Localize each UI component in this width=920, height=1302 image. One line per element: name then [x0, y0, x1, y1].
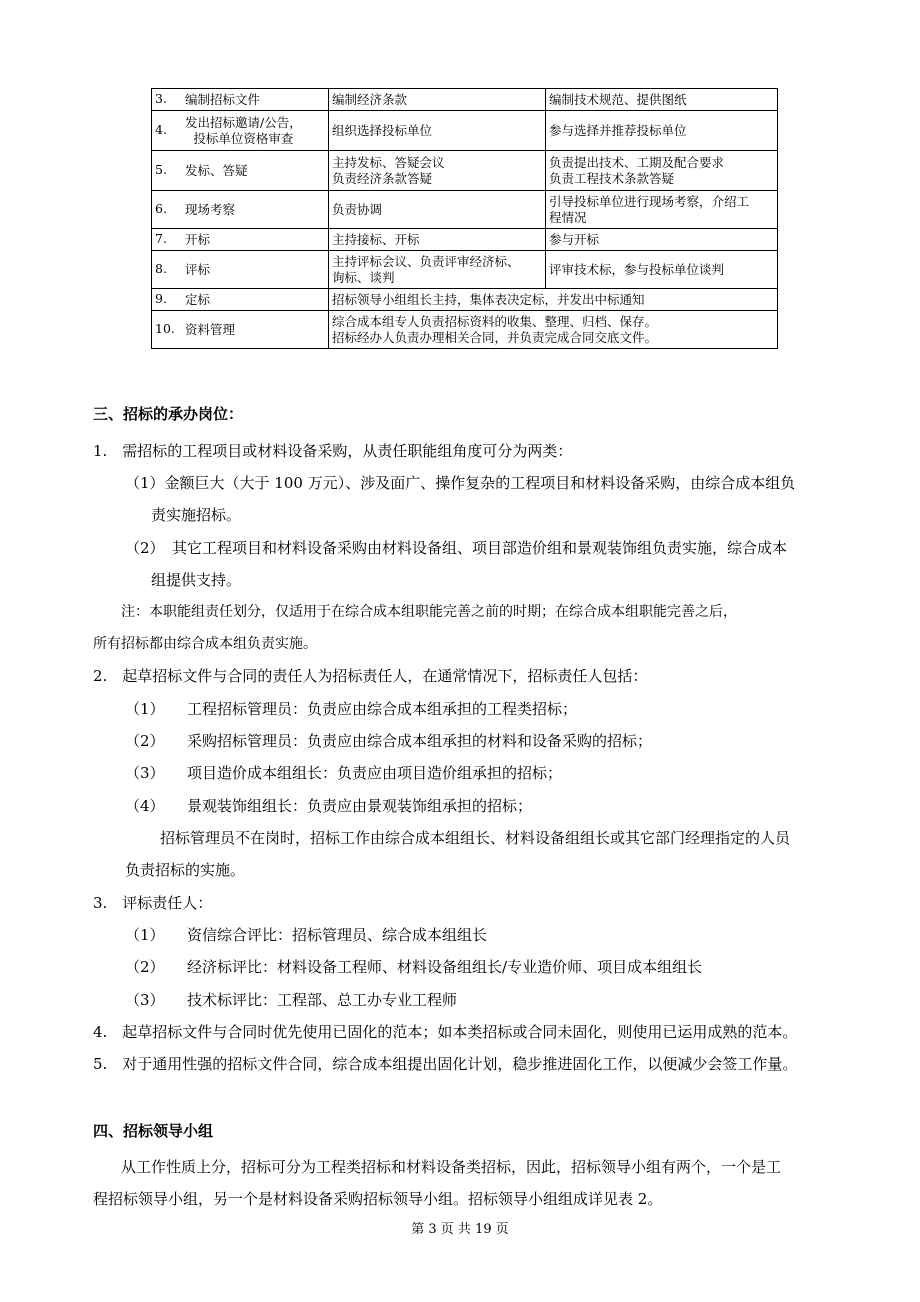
step-label	[185, 232, 210, 248]
step-label-line: 定标	[185, 291, 211, 307]
merged-cell	[329, 311, 778, 349]
item-3: 3. 评标责任人：	[93, 894, 213, 912]
step-number: 10.	[155, 321, 175, 337]
tech-cell-line: 负责提出技术、工期及配合要求	[549, 154, 725, 170]
tech-cell	[546, 89, 778, 111]
table-row	[152, 89, 778, 111]
table-row	[152, 251, 778, 289]
merged-cell-line: 招标经办人负责办理相关合同，并负责完成合同交底文件。	[332, 329, 658, 345]
item-2-2: （2） 采购招标管理员：负责应由综合成本组承担的材料和设备采购的招标；	[125, 732, 653, 750]
step-label-line: 现场考察	[185, 201, 236, 217]
econ-cell	[329, 151, 546, 191]
section4-heading: 四、招标领导小组	[93, 1122, 214, 1140]
item-4: 4. 起草招标文件与合同时优先使用已固化的范本；如本类招标或合同未固化，则使用已运用成熟的范本。	[93, 1023, 798, 1041]
tech-cell-line: 参与选择并推荐投标单位	[549, 122, 687, 138]
item-3-1: （1） 资信综合评比：招标管理员、综合成本组组长	[125, 926, 488, 944]
step-label-line: 发标、答疑	[185, 162, 248, 178]
step-cell	[152, 311, 329, 349]
tech-cell-line: 评审技术标，参与投标单位谈判	[549, 261, 725, 277]
tech-cell	[546, 229, 778, 251]
tech-cell	[546, 111, 778, 151]
item-1: 1. 需招标的工程项目或材料设备采购，从责任职能组角度可分为两类：	[93, 442, 573, 460]
step-cell	[152, 111, 329, 151]
table-row	[152, 289, 778, 311]
section4-paragraph-cont: 程招标领导小组，另一个是材料设备采购招标领导小组。招标领导小组组成详见表 2。	[93, 1190, 663, 1208]
table-row	[152, 311, 778, 349]
item-2-1: （1） 工程招标管理员：负责应由综合成本组承担的工程类招标；	[125, 700, 578, 718]
item-2-4: （4） 景观装饰组组长：负责应由景观装饰组承担的招标；	[125, 797, 533, 815]
step-cell	[152, 191, 329, 229]
step-label-line: 开标	[185, 231, 211, 247]
econ-cell	[329, 89, 546, 111]
table-row	[152, 151, 778, 191]
table-row	[152, 191, 778, 229]
econ-cell-line: 主持评标会议、负责评审经济标、	[332, 253, 520, 269]
step-cell	[152, 251, 329, 289]
step-label	[185, 92, 260, 108]
econ-cell-line: 编制经济条款	[332, 91, 408, 107]
step-cell	[152, 289, 329, 311]
note-line: 注：本职能组责任划分，仅适用于在综合成本组职能完善之前的时期；在综合成本组职能完善之后，	[121, 604, 737, 620]
step-number: 7.	[155, 231, 167, 247]
step-label	[185, 262, 210, 278]
econ-cell	[329, 229, 546, 251]
item-1-2: （2） 其它工程项目和材料设备采购由材料设备组、项目部造价组和景观装饰组负责实施，综合成本	[125, 539, 788, 557]
item-1-2-cont: 组提供支持。	[151, 571, 242, 589]
econ-cell-line: 负责协调	[332, 201, 383, 217]
econ-cell-line: 主持接标、开标	[332, 231, 420, 247]
step-label-line: 评标	[185, 261, 211, 277]
step-label	[185, 292, 210, 308]
merged-cell	[329, 289, 778, 311]
section4-paragraph: 从工作性质上分，招标可分为工程类招标和材料设备类招标，因此，招标领导小组有两个，一个是工	[121, 1158, 782, 1176]
step-number: 8.	[155, 261, 167, 277]
step-label-line: 发出招标邀请/公告，	[185, 114, 302, 130]
responsibility-table	[151, 88, 778, 349]
item-2-extra-cont: 负责招标的实施。	[125, 861, 246, 879]
item-1-1-cont: 责实施招标。	[151, 506, 242, 524]
econ-cell	[329, 191, 546, 229]
step-label-line: 编制招标文件	[185, 91, 261, 107]
econ-cell-line: 负责经济条款答疑	[332, 170, 433, 186]
tech-cell-line: 负责工程技术条款答疑	[549, 170, 675, 186]
step-label	[185, 163, 248, 179]
step-cell	[152, 89, 329, 111]
tech-cell	[546, 251, 778, 289]
tech-cell-line: 引导投标单位进行现场考察，介绍工	[549, 193, 750, 209]
note-line-cont: 所有招标都由综合成本组负责实施。	[93, 636, 317, 652]
step-number: 6.	[155, 201, 167, 217]
econ-cell-line: 主持发标、答疑会议	[332, 154, 445, 170]
table-row	[152, 229, 778, 251]
step-cell	[152, 229, 329, 251]
tech-cell-line: 参与开标	[549, 231, 600, 247]
merged-cell-line: 招标领导小组组长主持，集体表决定标，并发出中标通知	[332, 291, 645, 307]
item-3-2: （2） 经济标评比：材料设备工程师、材料设备组组长/专业造价师、项目成本组组长	[125, 958, 703, 976]
tech-cell	[546, 191, 778, 229]
tech-cell-line: 编制技术规范、提供图纸	[549, 91, 687, 107]
step-number: 5.	[155, 162, 167, 178]
econ-cell	[329, 251, 546, 289]
step-number: 3.	[155, 91, 167, 107]
item-1-1: （1）金额巨大（大于 100 万元）、涉及面广、操作复杂的工程项目和材料设备采购，由综合成本组负	[125, 474, 796, 492]
item-5: 5. 对于通用性强的招标文件合同，综合成本组提出固化计划，稳步推进固化工作，以便减少会签工作量。	[93, 1055, 798, 1073]
section3-heading: 三、招标的承办岗位：	[93, 405, 244, 423]
step-cell	[152, 151, 329, 191]
step-number: 4.	[155, 122, 167, 137]
tech-cell-line: 程情况	[549, 209, 587, 225]
table-row	[152, 111, 778, 151]
page-footer: 第 3 页 共 19 页	[411, 1222, 509, 1237]
item-2: 2. 起草招标文件与合同的责任人为招标责任人，在通常情况下，招标责任人包括：	[93, 667, 648, 685]
tech-cell	[546, 151, 778, 191]
step-label	[185, 202, 235, 218]
step-label	[185, 322, 235, 338]
step-label-line: 投标单位资格审查	[193, 130, 294, 146]
merged-cell-line: 综合成本组专人负责招标资料的收集、整理、归档、保存。	[332, 313, 658, 329]
item-3-3: （3） 技术标评比：工程部、总工办专业工程师	[125, 991, 458, 1009]
item-2-extra: 招标管理员不在岗时，招标工作由综合成本组组长、材料设备组组长或其它部门经理指定的人员	[160, 829, 791, 847]
econ-cell	[329, 111, 546, 151]
econ-cell-line: 组织选择投标单位	[332, 122, 433, 138]
item-2-3: （3） 项目造价成本组组长：负责应由项目造价组承担的招标；	[125, 764, 563, 782]
step-label	[185, 115, 302, 147]
econ-cell-line: 询标、谈判	[332, 269, 395, 285]
step-label-line: 资料管理	[185, 321, 236, 337]
step-number: 9.	[155, 291, 167, 307]
